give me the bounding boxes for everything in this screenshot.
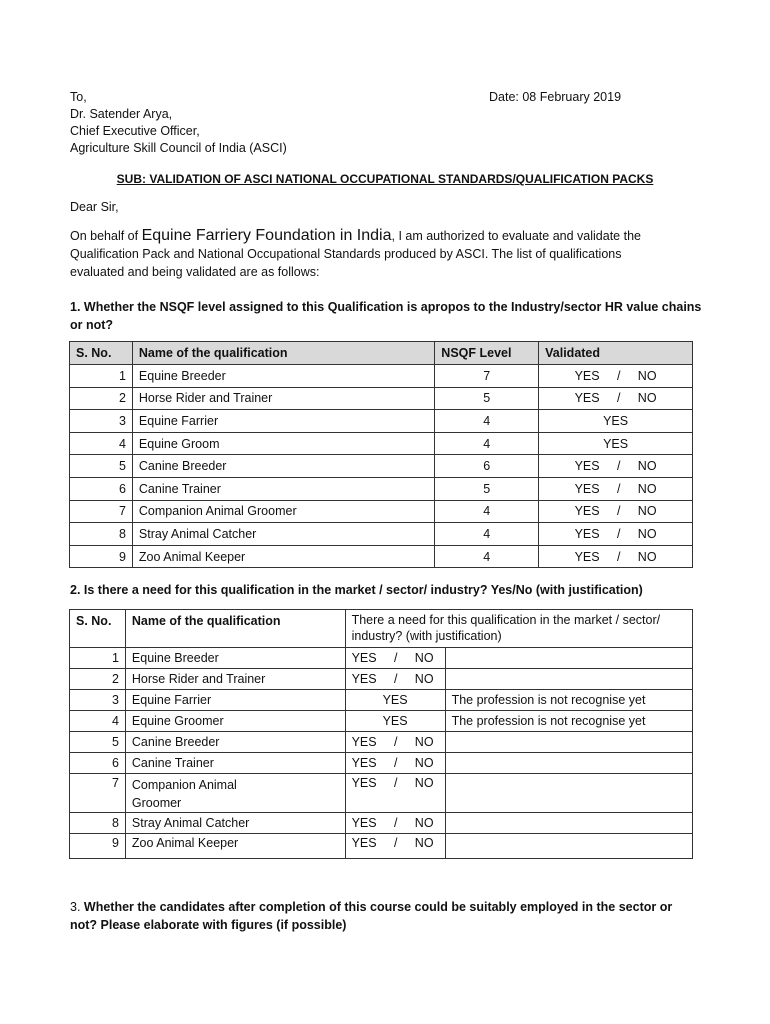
col-name: Name of the qualification [125,610,345,648]
need-value: YES [345,690,445,711]
nsqf-level: 7 [435,365,539,388]
to-line: To, [70,90,87,104]
validated-value: YES / NO [539,365,693,388]
justification: The profession is not recognise yet [445,711,692,732]
validated-value: YES / NO [539,455,693,478]
qualification-name: Stray Animal Catcher [125,813,345,834]
validated-value: YES / NO [539,545,693,568]
col-need: There a need for this qualification in the market / sector/ industry? (with justification) [345,610,692,648]
qualification-name: Equine Farrier [132,410,434,433]
table-row [70,690,693,711]
question-3 [70,898,672,934]
nsqf-level: 4 [435,500,539,523]
table-header-row [70,610,693,648]
nsqf-level: 4 [435,432,539,455]
need-value: YES / NO [345,834,445,859]
qualification-name: Zoo Animal Keeper [132,545,434,568]
col-sno: S. No. [70,610,126,648]
table-row [70,774,693,813]
letter-date: Date: 08 February 2019 [489,90,622,104]
foundation-name: Equine Farriery Foundation in India [141,227,392,244]
need-value: YES / NO [345,753,445,774]
question-1-line-2: or not? [70,318,114,332]
validated-value: YES / NO [539,477,693,500]
qualification-name: Stray Animal Catcher [132,523,434,546]
qualification-name: Canine Trainer [125,753,345,774]
question-3-line-2: not? Please elaborate with figures (if possible) [70,918,347,932]
justification [445,732,692,753]
justification [445,813,692,834]
sno: 2 [70,387,133,410]
qualification-name: Equine Breeder [125,648,345,669]
justification [445,669,692,690]
qualification-name: Equine Farrier [125,690,345,711]
justification [445,753,692,774]
qualification-name: Equine Groom [132,432,434,455]
sno: 4 [70,711,126,732]
qualification-name: Horse Rider and Trainer [132,387,434,410]
need-value: YES / NO [345,669,445,690]
nsqf-level: 4 [435,545,539,568]
qualification-name: Canine Trainer [132,477,434,500]
qualification-name: Zoo Animal Keeper [125,834,345,859]
sno: 6 [70,753,126,774]
col-sno: S. No. [70,342,133,365]
validated-value: YES [539,432,693,455]
table-row [70,648,693,669]
table-row [70,387,693,410]
sno: 9 [70,834,126,859]
table-row [70,732,693,753]
table-row [70,813,693,834]
sno: 8 [70,813,126,834]
nsqf-level: 4 [435,410,539,433]
intro-paragraph [70,227,710,281]
table-header-row [70,342,693,365]
intro-pre: On behalf of [70,229,142,243]
qualification-name: Horse Rider and Trainer [125,669,345,690]
recipient-title: Chief Executive Officer, [70,124,200,138]
sno: 4 [70,432,133,455]
recipient-org: Agriculture Skill Council of India (ASCI) [70,141,287,155]
table-row [70,711,693,732]
sno: 5 [70,455,133,478]
sno: 6 [70,477,133,500]
sno: 7 [70,500,133,523]
sno: 1 [70,365,133,388]
question-1-line-1: 1. Whether the NSQF level assigned to this Qualification is apropos to the Industry/sector HR value chains [70,300,702,314]
sno: 7 [70,774,126,813]
sno: 5 [70,732,126,753]
qualification-name: Companion Animal Groomer [132,500,434,523]
intro-line-2: Qualification Pack and National Occupational Standards produced by ASCI. The list of qualifications [70,247,622,261]
qualification-name: Canine Breeder [132,455,434,478]
table-row [70,410,693,433]
nsqf-level: 5 [435,387,539,410]
qualification-name [125,774,345,813]
market-need-table [69,609,693,859]
question-1 [70,298,701,334]
table-row [70,455,693,478]
sno: 2 [70,669,126,690]
nsqf-level: 6 [435,455,539,478]
nsqf-level: 4 [435,523,539,546]
need-value: YES / NO [345,648,445,669]
table-row [70,523,693,546]
col-nsqf-level: NSQF Level [435,342,539,365]
need-value: YES / NO [345,813,445,834]
table-row [70,477,693,500]
sno: 3 [70,410,133,433]
table-row [70,834,693,859]
justification [445,648,692,669]
col-validated: Validated [539,342,693,365]
subject-line: SUB: VALIDATION OF ASCI NATIONAL OCCUPATIONAL STANDARDS/QUALIFICATION PACKS [116,172,654,186]
justification [445,834,692,859]
col-name: Name of the qualification [132,342,434,365]
need-value: YES [345,711,445,732]
table-row [70,432,693,455]
validated-value: YES / NO [539,500,693,523]
recipient-address [70,89,287,157]
question-3-number: 3. [70,900,84,914]
intro-line-3: evaluated and being validated are as follows: [70,265,320,279]
recipient-name: Dr. Satender Arya, [70,107,173,121]
table-row [70,545,693,568]
sno: 8 [70,523,133,546]
question-3-line-1: Whether the candidates after completion of this course could be suitably employed in the sector or [83,900,673,914]
justification: The profession is not recognise yet [445,690,692,711]
salutation: Dear Sir, [70,200,119,214]
qualification-name: Canine Breeder [125,732,345,753]
sno: 9 [70,545,133,568]
nsqf-level: 5 [435,477,539,500]
qualification-name-text: Companion Animal Groomer [131,778,237,810]
nsqf-table [69,341,693,568]
table-row [70,753,693,774]
validated-value: YES / NO [539,523,693,546]
sno: 1 [70,648,126,669]
qualification-name: Equine Groomer [125,711,345,732]
need-value: YES / NO [345,774,445,813]
table-row [70,669,693,690]
intro-post: , I am authorized to evaluate and validate the [391,229,641,243]
sno: 3 [70,690,126,711]
question-2: 2. Is there a need for this qualification in the market / sector/ industry? Yes/No (with justification) [70,583,643,597]
need-value: YES / NO [345,732,445,753]
qualification-name: Equine Breeder [132,365,434,388]
validated-value: YES [539,410,693,433]
table-row [70,365,693,388]
validated-value: YES / NO [539,387,693,410]
table-row [70,500,693,523]
justification [445,774,692,813]
